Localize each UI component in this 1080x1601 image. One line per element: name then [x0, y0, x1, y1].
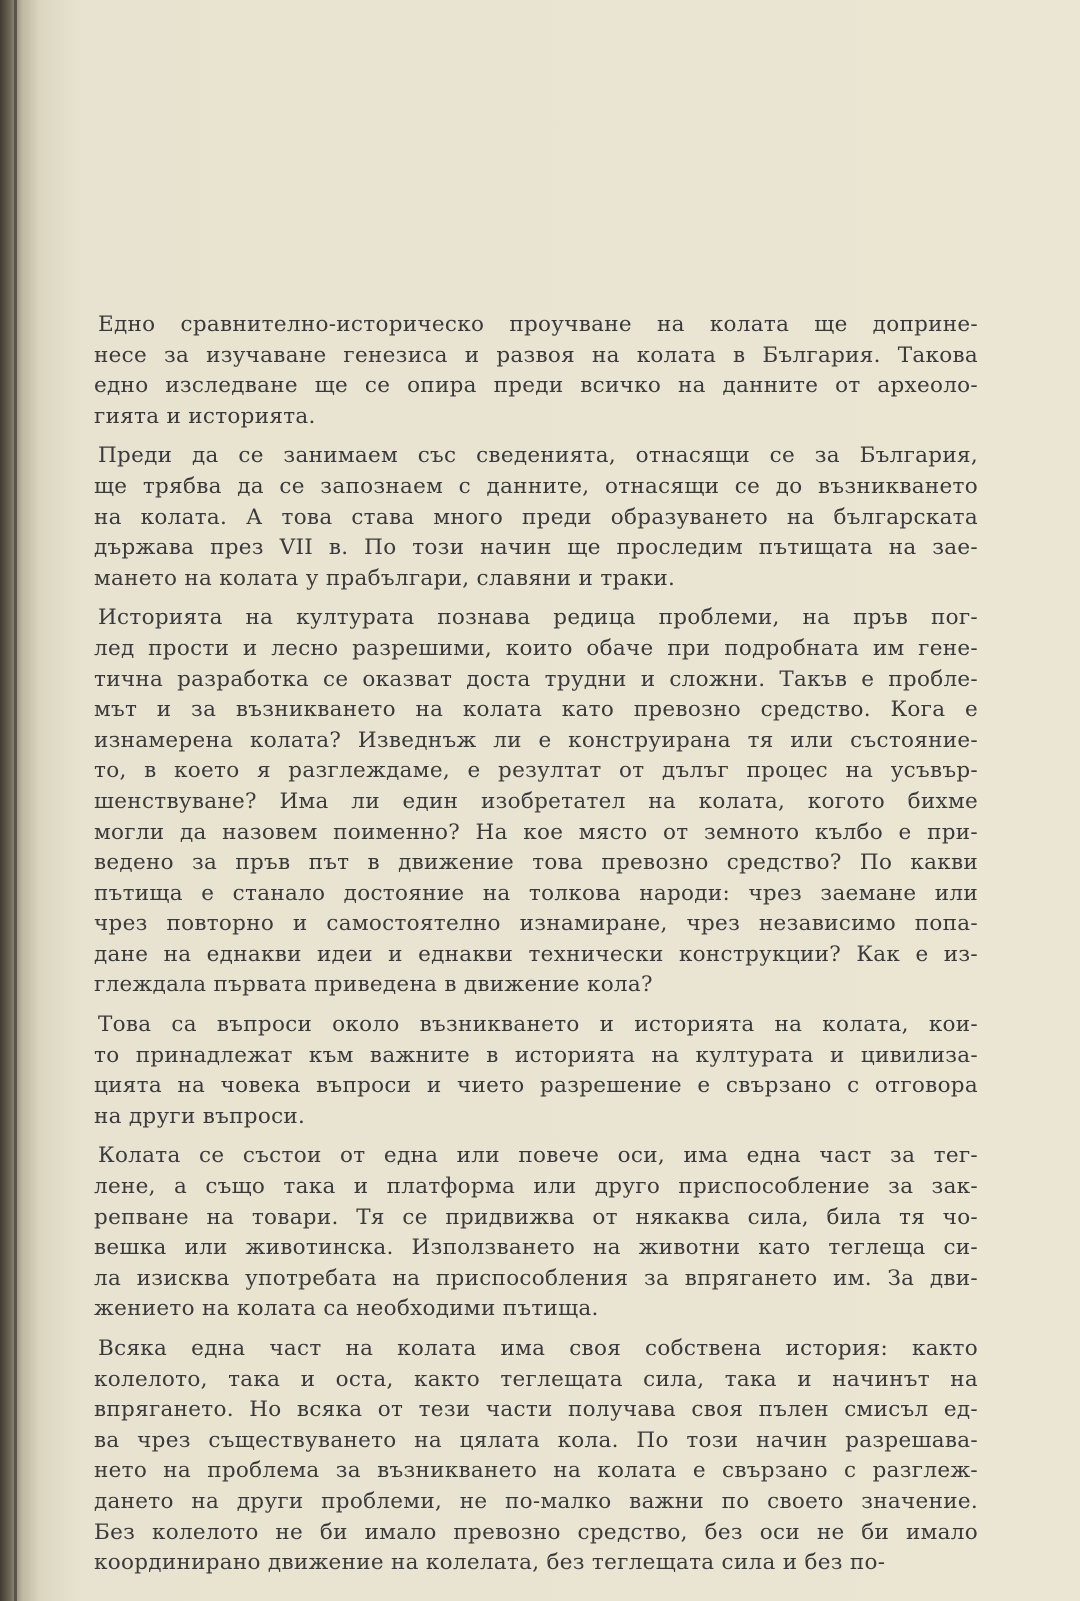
- text-line: на колата. А това става много преди образуването на българската: [94, 504, 978, 530]
- text-line: жението на колата са необходими пътища.: [94, 1296, 599, 1322]
- text-line: чрез повторно и самостоятелно изнамиране, чрез независимо попа-: [94, 911, 978, 937]
- text-line: нето на проблема за възникването на колата е свързано с разглеж-: [94, 1458, 978, 1484]
- text-line: тична разработка се оказват доста трудни и сложни. Такъв е пробле-: [94, 666, 978, 692]
- text-line: Това са въпроси около възникването и историята на колата, кои-: [98, 1012, 978, 1038]
- text-line: Преди да се занимаем със сведенията, отнасящи се за България,: [98, 443, 978, 469]
- text-line: глеждала първата приведена в движение кола?: [94, 972, 653, 998]
- text-line: гията и историята.: [94, 403, 316, 429]
- text-line: Без колелото не би имало превозно средство, без оси не би имало: [94, 1519, 978, 1545]
- text-line: шенствуване? Има ли един изобретател на колата, когото бихме: [94, 788, 978, 814]
- text-line: координирано движение на колелата, без теглещата сила и без по-: [94, 1550, 886, 1576]
- text-line: държава през VII в. По този начин ще проследим пътищата на зае-: [94, 535, 978, 561]
- text-line: могли да назовем поименно? На кое място от земното кълбо е при-: [94, 819, 978, 845]
- text-line: дане на еднакви идеи и еднакви технически конструкции? Как е из-: [94, 941, 978, 967]
- text-line: Всяка една част на колата има своя собствена история: както: [98, 1336, 978, 1361]
- paragraph-3: [94, 603, 978, 1001]
- text-line: ла изисква употребата на приспособления за впрягането им. За дви-: [94, 1265, 978, 1291]
- text-line: ще трябва да се запознаем с данните, отнасящи се до възникването: [94, 473, 978, 499]
- text-line: вешка или животинска. Използването на животни като теглеща си-: [94, 1235, 978, 1261]
- text-line: лене, а също така и платформа или друго приспособление за зак-: [94, 1174, 978, 1200]
- text-line: Историята на културата познава редица проблеми, на пръв пог-: [98, 605, 978, 631]
- paragraph-5: [94, 1141, 978, 1325]
- text-line: впрягането. Но всяка от тези части получава своя пълен смисъл ед-: [94, 1397, 978, 1423]
- text-line: цията на човека въпроси и чието разрешение е свързано с отговора: [94, 1073, 978, 1099]
- book-spine-shadow: [14, 0, 17, 1601]
- text-line: ва чрез съществуването на цялата кола. По този начин разрешава-: [94, 1427, 978, 1453]
- text-line: то принадлежат към важните в историята на културата и цивилиза-: [94, 1042, 978, 1068]
- text-line: пътища е станало достояние на толкова народи: чрез заемане или: [94, 880, 978, 906]
- paragraph-6: [94, 1334, 978, 1579]
- text-line: ведено за пръв път в движение това превозно средство? По какви: [94, 850, 978, 876]
- text-line: несе за изучаване генезиса и развоя на колата в България. Такова: [94, 342, 978, 368]
- text-line: дането на други проблеми, не по-малко важни по своето значение.: [94, 1488, 978, 1514]
- paragraph-4: [94, 1010, 978, 1132]
- text-line: мът и за възникването на колата като превозно средство. Кога е: [94, 697, 978, 723]
- text-line: мането на колата у прабългари, славяни и траки.: [94, 565, 676, 591]
- paragraph-1: [94, 310, 978, 432]
- text-line: колелото, така и оста, както теглещата сила, така и начинът на: [94, 1366, 978, 1392]
- body-text: [94, 310, 978, 1588]
- paragraph-2: [94, 441, 978, 594]
- text-line: Колата се състои от една или повече оси, има една част за тег-: [98, 1143, 978, 1169]
- text-line: лед прости и лесно разрешими, които обаче при подробната им гене-: [94, 635, 978, 661]
- text-line: на други въпроси.: [94, 1103, 306, 1129]
- text-line: Едно сравнително-историческо проучване на колата ще доприне-: [98, 312, 978, 337]
- text-line: изнамерена колата? Изведнъж ли е конструирана тя или състояние-: [94, 727, 978, 753]
- text-line: едно изследване ще се опира преди всичко на данните от археоло-: [94, 373, 978, 399]
- text-line: то, в което я разглеждаме, е резултат от дълъг процес на усъвър-: [94, 758, 978, 784]
- text-line: репване на товари. Тя се придвижва от някаква сила, била тя чо-: [94, 1204, 978, 1230]
